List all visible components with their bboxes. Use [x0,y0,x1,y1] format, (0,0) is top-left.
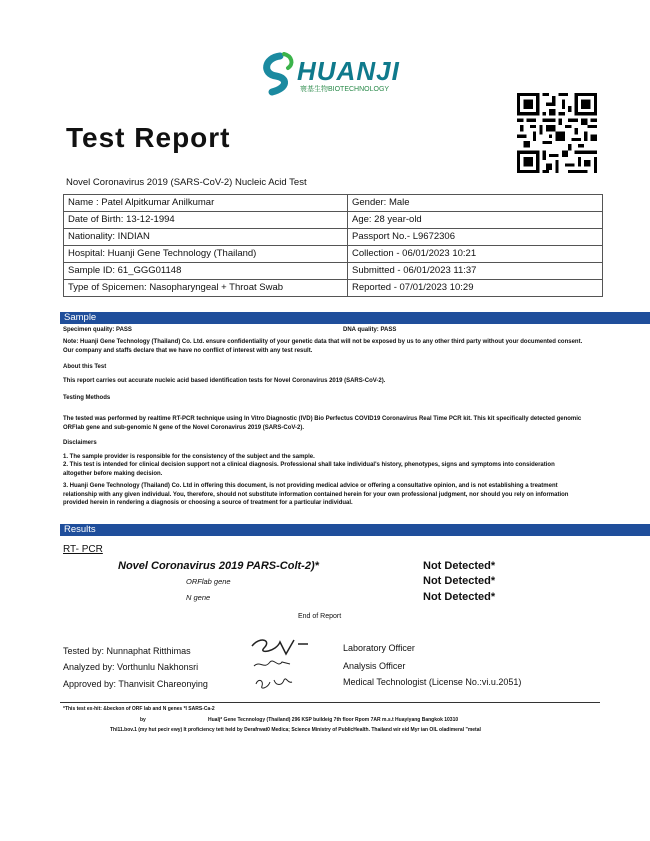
specimen-type: Type of Spicemen: Nasopharyngeal + Throat Swab [64,280,348,297]
methods-text: The tested was performed by realtime RT-PCR technique using In Vitro Diagnostic (IVD) Bio Perfectus COVID19 Coronavirus Real Time PCR kit. This kit specifically detected genomic ORFlab gene and sub-genomic N gene of the Novel Coronavirus 2019 (SARS-CoV-2). [63,416,582,431]
result-gene-orf: ORFlab gene [186,577,231,586]
patient-age: Age: 28 year-old [348,212,603,229]
table-row [64,280,603,297]
analyzed-by: Analyzed by: Vorthunlu Nakhonsri [63,662,199,672]
result-gene-orf-value: Not Detected* [423,575,496,587]
results-method: RT- PCR [63,544,103,555]
confidentiality-note: Note: Huanji Gene Technology (Thailand) Co. Ltd. ensure confidentiality of your genetic data that will not be exposed by us to any other third party without your documented consent. Our company and staffs declare that we have no conflict of interest with any test result. [63,339,583,354]
footer-note: *This test ex-hit: &beckon of ORF lab and N genes *I SARS-Ca-2 [63,706,215,712]
table-row [64,263,603,280]
table-row [64,195,603,212]
approved-by: Approved by: Thanvisit Chareonying [63,679,208,689]
qr-code-icon [517,93,597,173]
sample-id: Sample ID: 61_GGG01148 [64,263,348,280]
brand-name: HUANJI [297,56,400,86]
patient-gender: Gender: Male [348,195,603,212]
submitted-time: Submitted - 06/01/2023 11:37 [348,263,603,280]
about-text: This report carries out accurate nucleic acid based identification tests for Novel Coronavirus 2019 (SARS-CoV-2). [63,378,386,384]
reported-time: Reported - 07/01/2023 10:29 [348,280,603,297]
result-target: Novel Coronavirus 2019 PARS-Colt-2)* [118,560,319,572]
signatures-icon [246,634,316,694]
table-row [64,229,603,246]
sample-section-header: Sample [60,312,650,324]
end-of-report: End of Report [298,613,342,620]
disclaimers-title: Disclaimers [63,440,97,446]
disclaimer-1: 1. The sample provider is responsible for the consistency of the subject and the sample. [63,454,315,460]
patient-nationality: Nationality: INDIAN [64,229,348,246]
disclaimer-2: 2. This test is intended for clinical decision support not a clinical diagnosis. Professional shall take individual's history, phenotypes, signs and symptoms into consideration altogether before making decision. [63,462,555,477]
tested-role: Laboratory Officer [343,643,415,653]
page-title: Test Report [66,122,231,153]
patient-name: Name : Patel Alpitkumar Anilkumar [64,195,348,212]
table-row [64,212,603,229]
dna-quality: DNA quality: PASS [343,327,397,333]
about-title: About this Test [63,364,107,370]
result-target-value: Not Detected* [423,560,496,572]
patient-info-table [63,194,603,297]
result-gene-n: N gene [186,593,211,602]
patient-passport: Passport No.- L9672306 [348,229,603,246]
footer-address: Hualj* Gene Tecnnology (Thailand) 296 KSP buildeig 7th floor Rpom 7AR m.s.t Huayiyang Bangkok 10310 [208,717,459,723]
results-section-header: Results [60,524,650,536]
result-gene-n-value: Not Detected* [423,591,496,603]
disclaimer-3: 3. Huanji Gene Technology (Thailand) Co. Ltd in offering this document, is not providing medical advice or offering a consultative opinion, and is not establishing a treatment relationship with any given individual. You, therefore, should not substitute information contained herein for your own professional judgment, nor should you rely on information provided herein in rendering a diagnosis or choosing a source of treatment for a particular individual. [63,483,569,506]
methods-title: Testing Methods [63,395,111,401]
analyzed-role: Analysis Officer [343,661,406,671]
brand-subtitle: 寰基生物BIOTECHNOLOGY [300,86,390,93]
collection-time: Collection - 06/01/2023 10:21 [348,246,603,263]
hospital: Hospital: Huanji Gene Technology (Thailand) [64,246,348,263]
specimen-quality: Specimen quality: PASS [63,327,132,333]
table-row [64,246,603,263]
test-subtitle: Novel Coronavirus 2019 (SARS-CoV-2) Nucleic Acid Test [66,177,307,188]
tested-by: Tested by: Nunnaphat Ritthimas [63,646,191,656]
patient-dob: Date of Birth: 13-12-1994 [64,212,348,229]
footer-by: by [140,717,146,723]
footer-divider [60,702,600,703]
approved-role: Medical Technologist (License No.:vi.u.2051) [343,677,522,687]
footer-proficiency: Thl11.bov.1 (my hut pecir ewy) It proficiency tett held by Derafrwat0 Medica; Science Ministry of PublicHealth. Thailand wir eid Myr ian OIL oladimeral "metal [110,727,481,733]
